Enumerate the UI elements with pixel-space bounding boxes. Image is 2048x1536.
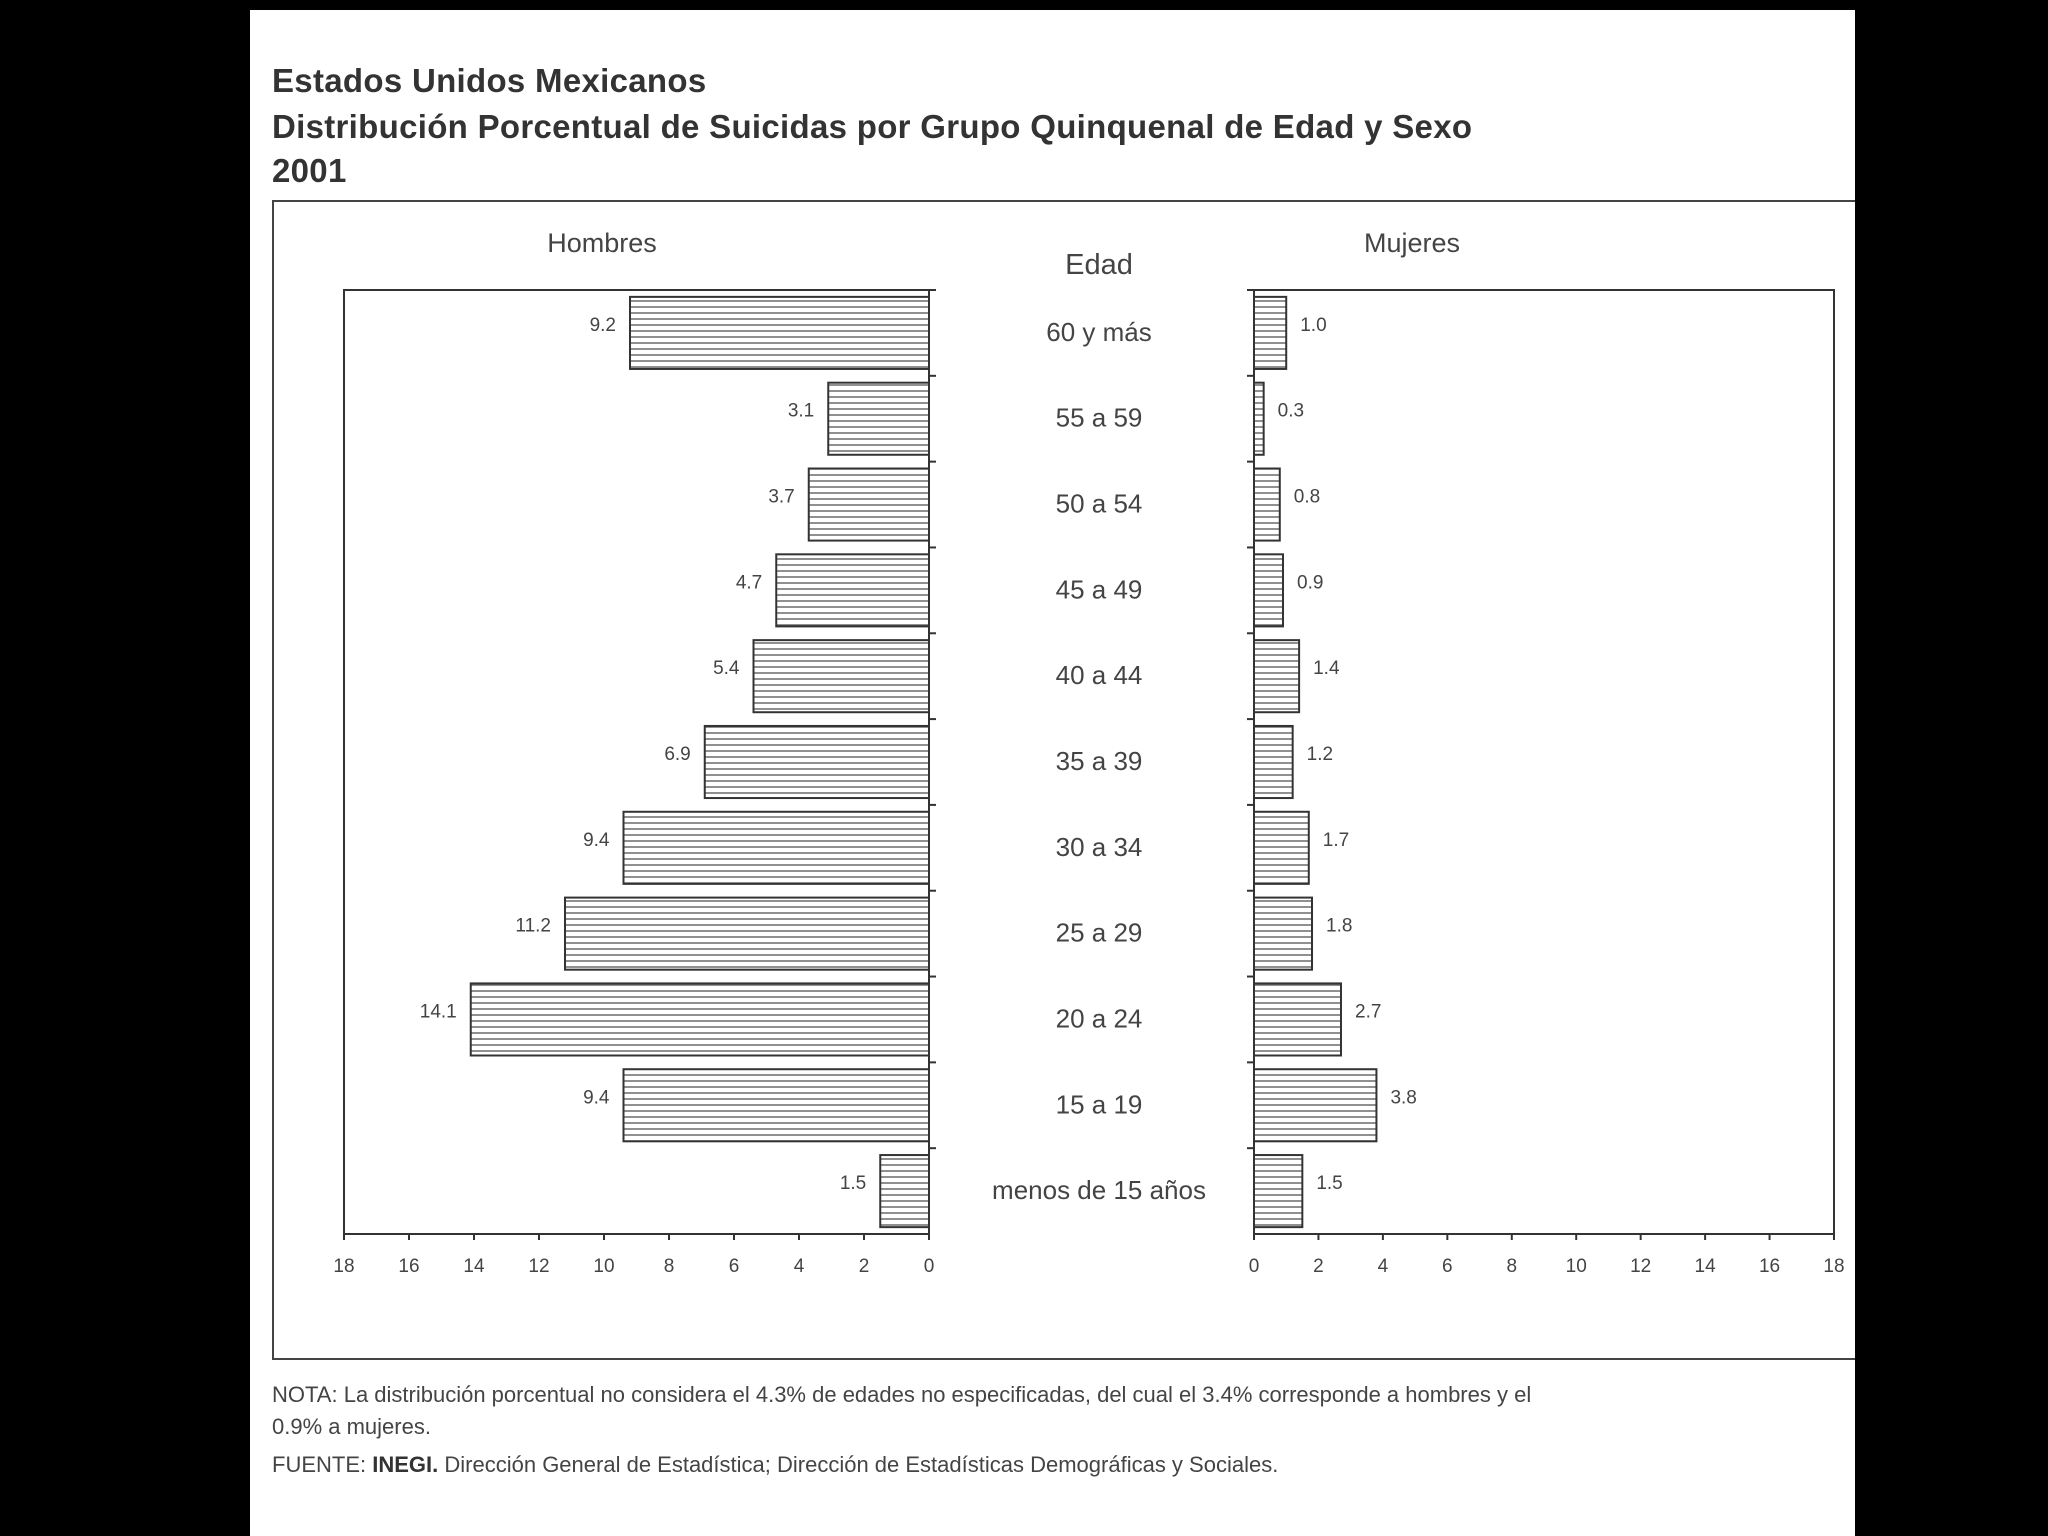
- header-year: 2001: [272, 152, 347, 189]
- bar-mujeres-20-a-24: [1254, 983, 1341, 1055]
- bar-hombres-20-a-24: [471, 983, 929, 1055]
- x-tick-label-hombres: 10: [593, 1256, 615, 1277]
- category-label-50-a-54: 50 a 54: [1055, 488, 1143, 519]
- bar-hombres-45-a-49: [776, 554, 929, 626]
- bar-mujeres-25-a-29: [1254, 898, 1312, 970]
- x-tick-label-hombres: 2: [858, 1256, 870, 1277]
- x-tick-label-mujeres: 12: [1630, 1256, 1652, 1277]
- x-tick-label-mujeres: 10: [1565, 1256, 1587, 1277]
- bar-mujeres-35-a-39: [1254, 726, 1293, 798]
- source-line: [272, 1452, 1278, 1478]
- data-label-mujeres-15-a-19: 3.8: [1390, 1087, 1417, 1109]
- bar-hombres-25-a-29: [565, 898, 929, 970]
- bar-mujeres-40-a-44: [1254, 640, 1299, 712]
- data-label-hombres-40-a-44: 5.4: [713, 658, 740, 680]
- category-label-menos-de-15-anos: menos de 15 años: [992, 1175, 1206, 1206]
- source-rest: Dirección General de Estadística; Dirección de Estadísticas Demográficas y Sociales.: [444, 1452, 1279, 1477]
- header-title: Distribución Porcentual de Suicidas por Grupo Quinquenal de Edad y Sexo: [272, 108, 1473, 145]
- chart-frame: [272, 200, 1855, 1360]
- bar-hombres-15-a-19: [624, 1069, 930, 1141]
- panel-title-mujeres: Mujeres: [1363, 228, 1461, 258]
- bar-hombres-30-a-34: [624, 812, 930, 884]
- age-labels: [992, 249, 1206, 1205]
- report-page: [250, 10, 1855, 1536]
- category-label-45-a-49: 45 a 49: [1055, 574, 1143, 605]
- category-label-55-a-59: 55 a 59: [1055, 402, 1143, 433]
- category-label-60-y-mas: 60 y más: [1046, 316, 1152, 347]
- bar-hombres-40-a-44: [754, 640, 930, 712]
- data-label-mujeres-25-a-29: 1.8: [1326, 915, 1353, 937]
- x-tick-label-hombres: 0: [923, 1256, 935, 1277]
- category-label-25-a-29: 25 a 29: [1055, 917, 1143, 948]
- category-label-20-a-24: 20 a 24: [1055, 1003, 1143, 1034]
- x-tick-label-hombres: 14: [463, 1256, 485, 1277]
- data-label-hombres-45-a-49: 4.7: [735, 572, 763, 594]
- data-label-mujeres-20-a-24: 2.7: [1355, 1001, 1382, 1023]
- bar-mujeres-15-a-19: [1254, 1069, 1376, 1141]
- bar-hombres-35-a-39: [705, 726, 929, 798]
- panel-title-hombres: Hombres: [547, 228, 657, 258]
- source-org: INEGI.: [372, 1452, 439, 1477]
- x-tick-label-mujeres: 14: [1694, 1256, 1716, 1277]
- bar-hombres-60-y-mas: [630, 297, 929, 369]
- x-tick-label-hombres: 16: [398, 1256, 420, 1277]
- x-tick-label-mujeres: 4: [1377, 1256, 1389, 1277]
- category-axis-title: Edad: [1065, 249, 1133, 281]
- header-country: Estados Unidos Mexicanos: [272, 62, 707, 99]
- note-line-2: 0.9% a mujeres.: [272, 1414, 431, 1439]
- data-label-hombres-55-a-59: 3.1: [787, 400, 815, 422]
- category-label-35-a-39: 35 a 39: [1055, 746, 1143, 776]
- source-prefix: FUENTE:: [272, 1452, 367, 1477]
- x-tick-label-mujeres: 6: [1442, 1256, 1453, 1277]
- x-tick-label-mujeres: 8: [1506, 1256, 1518, 1277]
- data-label-mujeres-30-a-34: 1.7: [1322, 829, 1350, 851]
- x-tick-label-hombres: 8: [663, 1256, 675, 1277]
- data-label-hombres-50-a-54: 3.7: [768, 486, 795, 508]
- note-line-1: NOTA: La distribución porcentual no considera el 4.3% de edades no especificadas, del cual el 3.4% corresponde a hombres y el: [272, 1382, 1532, 1407]
- data-label-mujeres-40-a-44: 1.4: [1313, 658, 1340, 680]
- data-label-mujeres-35-a-39: 1.2: [1306, 744, 1334, 765]
- x-tick-label-mujeres: 18: [1823, 1256, 1845, 1277]
- bar-mujeres-menos-de-15-anos: [1254, 1155, 1302, 1227]
- x-tick-label-mujeres: 16: [1758, 1256, 1781, 1277]
- x-tick-label-mujeres: 0: [1248, 1256, 1260, 1277]
- x-tick-label-hombres: 18: [333, 1256, 355, 1277]
- bar-hombres-menos-de-15-anos: [880, 1155, 929, 1227]
- data-label-hombres-25-a-29: 11.2: [515, 915, 551, 937]
- data-label-mujeres-50-a-54: 0.8: [1293, 486, 1321, 508]
- x-tick-label-hombres: 12: [528, 1256, 550, 1277]
- bar-hombres-55-a-59: [828, 383, 929, 455]
- x-tick-label-hombres: 6: [728, 1256, 740, 1277]
- population-pyramid-chart: [274, 202, 1855, 1362]
- data-label-hombres-30-a-34: 9.4: [583, 829, 610, 851]
- bar-mujeres-45-a-49: [1254, 554, 1283, 626]
- bar-mujeres-60-y-mas: [1254, 297, 1286, 369]
- bar-mujeres-30-a-34: [1254, 812, 1309, 884]
- x-tick-label-mujeres: 2: [1313, 1256, 1324, 1277]
- data-label-mujeres-menos-de-15-anos: 1.5: [1316, 1173, 1343, 1195]
- x-tick-label-hombres: 4: [793, 1256, 805, 1277]
- plot-hombres: [333, 228, 936, 1277]
- data-label-mujeres-55-a-59: 0.3: [1277, 400, 1305, 422]
- data-label-hombres-menos-de-15-anos: 1.5: [839, 1173, 867, 1195]
- category-label-40-a-44: 40 a 44: [1055, 660, 1143, 691]
- category-label-30-a-34: 30 a 34: [1055, 831, 1143, 862]
- data-label-hombres-35-a-39: 6.9: [664, 744, 691, 765]
- bar-mujeres-50-a-54: [1254, 469, 1280, 541]
- bar-hombres-50-a-54: [809, 469, 929, 541]
- bar-mujeres-55-a-59: [1254, 383, 1264, 455]
- data-label-hombres-20-a-24: 14.1: [419, 1001, 457, 1023]
- data-label-hombres-15-a-19: 9.4: [583, 1087, 610, 1109]
- data-label-mujeres-60-y-mas: 1.0: [1300, 314, 1327, 336]
- data-label-hombres-60-y-mas: 9.2: [589, 314, 616, 336]
- category-label-15-a-19: 15 a 19: [1055, 1089, 1143, 1120]
- data-label-mujeres-45-a-49: 0.9: [1297, 572, 1324, 594]
- plot-mujeres: [1247, 228, 1845, 1277]
